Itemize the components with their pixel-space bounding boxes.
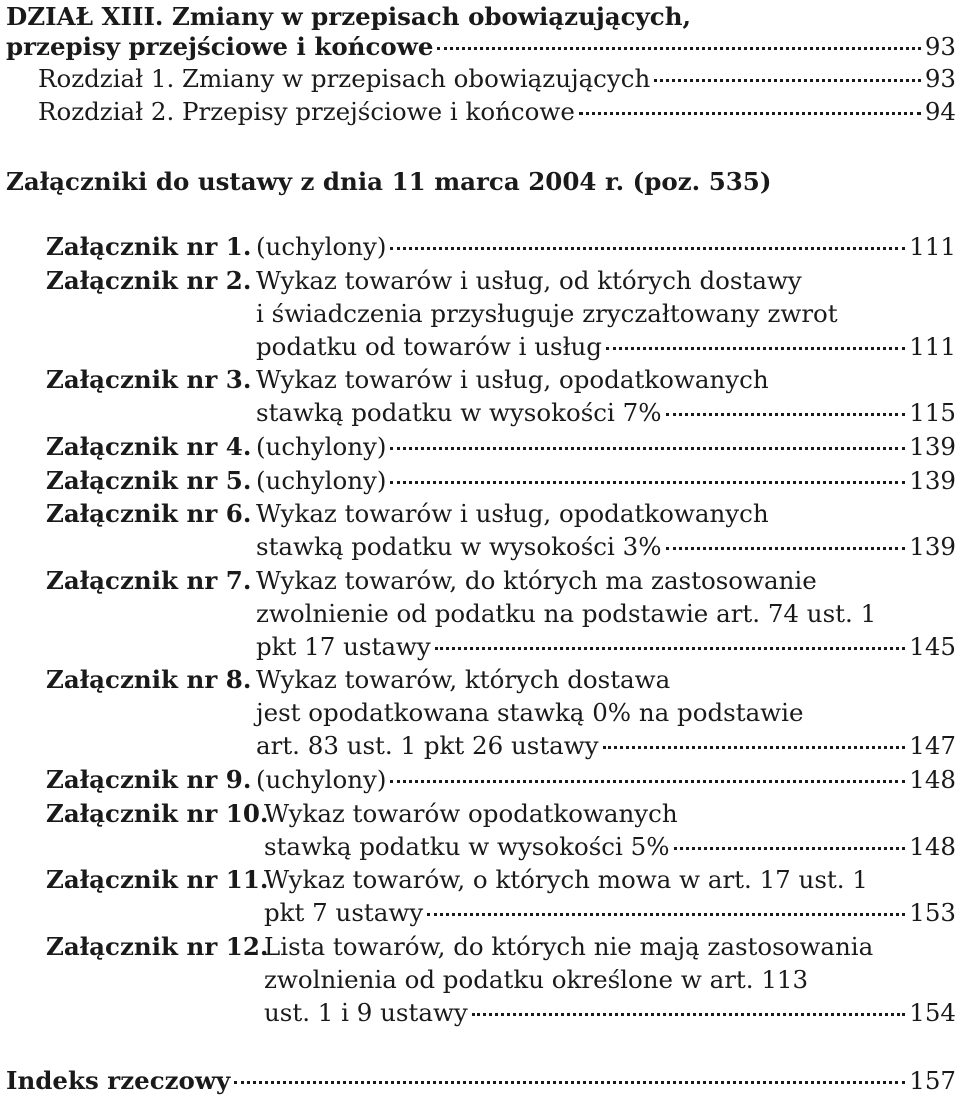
toc-entry-annex-6-cont[interactable] bbox=[46, 530, 956, 563]
toc-entry-annex-3[interactable] bbox=[46, 363, 956, 396]
annex-title-line: Wykaz towarów i usług, od których dostawy bbox=[256, 266, 802, 295]
annex-title-line: Wykaz towarów opodatkowanych bbox=[264, 799, 678, 828]
annex-title-line: jest opodatkowana stawką 0% na podstawie bbox=[256, 698, 804, 727]
toc-entry-annex-3-cont[interactable] bbox=[46, 396, 956, 429]
toc-entry-annex-2-cont[interactable] bbox=[46, 297, 956, 330]
toc-entry-annex-6[interactable] bbox=[46, 497, 956, 530]
toc-entry-annex-10[interactable] bbox=[46, 797, 956, 830]
toc-entry-annex-2-cont[interactable] bbox=[46, 330, 956, 363]
leader-dots bbox=[666, 413, 906, 416]
toc-entry-annex-11-cont[interactable] bbox=[46, 896, 956, 929]
annex-label: Załącznik nr 9. bbox=[46, 765, 252, 794]
section-title-line1: DZIAŁ XIII. Zmiany w przepisach obowiązujących, bbox=[6, 2, 692, 31]
leader-dots bbox=[654, 79, 921, 82]
annex-title-line: i świadczenia przysługuje zryczałtowany zwrot bbox=[256, 299, 838, 328]
toc-entry-chapter-2[interactable]: Rozdział 2. Przepisy przejściowe i końcowe 94 bbox=[38, 97, 956, 126]
annex-title-line: Lista towarów, do których nie mają zastosowania bbox=[264, 932, 874, 961]
annex-label: Załącznik nr 12. bbox=[46, 932, 269, 961]
toc-entry-annex-9[interactable] bbox=[46, 763, 956, 796]
annex-label: Załącznik nr 1. bbox=[46, 232, 252, 261]
annexes-heading: Załączniki do ustawy z dnia 11 marca 2004 r. (poz. 535) bbox=[6, 167, 772, 196]
annex-label: Załącznik nr 6. bbox=[46, 499, 252, 528]
toc-entry-annex-7[interactable] bbox=[46, 564, 956, 597]
toc-entry-annex-12-cont[interactable] bbox=[46, 963, 956, 996]
annex-title-line: ust. 1 i 9 ustawy bbox=[264, 998, 468, 1027]
leader-dots bbox=[234, 1081, 905, 1084]
toc-entry-annex-12[interactable] bbox=[46, 930, 956, 963]
page-number: 145 bbox=[909, 632, 956, 661]
annex-label: Załącznik nr 4. bbox=[46, 432, 252, 461]
toc-entry-annex-12-cont[interactable] bbox=[46, 996, 956, 1029]
leader-dots bbox=[427, 913, 905, 916]
leader-dots bbox=[674, 847, 906, 850]
toc-entry-annex-10-cont[interactable] bbox=[46, 830, 956, 863]
annex-title-line: zwolnienia od podatku określone w art. 113 bbox=[264, 965, 809, 994]
leader-dots bbox=[390, 247, 905, 250]
leader-dots bbox=[390, 481, 905, 484]
leader-dots bbox=[606, 347, 905, 350]
page-number: 139 bbox=[909, 466, 956, 495]
annex-title-line: podatku od towarów i usług bbox=[256, 332, 602, 361]
leader-dots bbox=[435, 647, 905, 650]
annex-title-line: (uchylony) bbox=[256, 232, 387, 261]
annex-label: Załącznik nr 10. bbox=[46, 799, 269, 828]
annex-label: Załącznik nr 5. bbox=[46, 466, 252, 495]
annex-label: Załącznik nr 7. bbox=[46, 566, 252, 595]
annex-title-line: Wykaz towarów i usług, opodatkowanych bbox=[256, 365, 769, 394]
leader-dots bbox=[437, 47, 920, 50]
annex-title-line: stawką podatku w wysokości 3% bbox=[256, 532, 662, 561]
leader-dots bbox=[390, 447, 905, 450]
annex-title-line: (uchylony) bbox=[256, 466, 387, 495]
toc-entry-annex-7-cont[interactable] bbox=[46, 630, 956, 663]
section-title-line2[interactable]: przepisy przejściowe i końcowe 93 bbox=[6, 32, 956, 61]
leader-dots bbox=[666, 547, 906, 550]
annex-title-line: Wykaz towarów i usług, opodatkowanych bbox=[256, 499, 769, 528]
annex-label: Załącznik nr 11. bbox=[46, 865, 269, 894]
leader-dots bbox=[603, 746, 906, 749]
toc-entry-index[interactable]: Indeks rzeczowy 157 bbox=[6, 1066, 956, 1095]
annex-title-line: zwolnienie od podatku na podstawie art. 74 ust. 1 bbox=[256, 599, 877, 628]
page-number: 148 bbox=[909, 765, 956, 794]
annex-title-line: (uchylony) bbox=[256, 765, 387, 794]
toc-entry-annex-8-cont[interactable] bbox=[46, 729, 956, 762]
annex-title-line: art. 83 ust. 1 pkt 26 ustawy bbox=[256, 731, 599, 760]
annex-label: Załącznik nr 3. bbox=[46, 365, 252, 394]
toc-entry-annex-11[interactable] bbox=[46, 863, 956, 896]
toc-entry-annex-8-cont[interactable] bbox=[46, 696, 956, 729]
leader-dots bbox=[390, 780, 905, 783]
page-number: 154 bbox=[909, 998, 956, 1027]
annex-label: Załącznik nr 8. bbox=[46, 665, 252, 694]
leader-dots bbox=[472, 1013, 905, 1016]
page-number: 148 bbox=[909, 832, 956, 861]
toc-entry-annex-4[interactable] bbox=[46, 430, 956, 463]
annex-title-line: pkt 17 ustawy bbox=[256, 632, 431, 661]
annex-title-line: pkt 7 ustawy bbox=[264, 898, 424, 927]
annex-title-line: Wykaz towarów, których dostawa bbox=[256, 665, 671, 694]
annex-title-line: Wykaz towarów, o których mowa w art. 17 ust. 1 bbox=[264, 865, 868, 894]
annex-title-line: (uchylony) bbox=[256, 432, 387, 461]
page-number: 153 bbox=[909, 898, 956, 927]
toc-entry-annex-5[interactable] bbox=[46, 464, 956, 497]
page-number: 139 bbox=[909, 432, 956, 461]
annex-title-line: Wykaz towarów, do których ma zastosowanie bbox=[256, 566, 817, 595]
toc-entry-annex-2[interactable] bbox=[46, 264, 956, 297]
toc-entry-annex-8[interactable] bbox=[46, 663, 956, 696]
toc-entry-chapter-1[interactable]: Rozdział 1. Zmiany w przepisach obowiązujących 93 bbox=[38, 64, 956, 93]
annex-label: Załącznik nr 2. bbox=[46, 266, 252, 295]
page-number: 111 bbox=[909, 232, 956, 261]
annex-title-line: stawką podatku w wysokości 5% bbox=[264, 832, 670, 861]
toc-entry-annex-1[interactable] bbox=[46, 230, 956, 263]
page-number: 147 bbox=[909, 731, 956, 760]
page-number: 139 bbox=[909, 532, 956, 561]
page-number: 111 bbox=[909, 332, 956, 361]
annex-title-line: stawką podatku w wysokości 7% bbox=[256, 398, 662, 427]
toc-entry-annex-7-cont[interactable] bbox=[46, 597, 956, 630]
page-number: 115 bbox=[909, 398, 956, 427]
leader-dots bbox=[579, 112, 921, 115]
